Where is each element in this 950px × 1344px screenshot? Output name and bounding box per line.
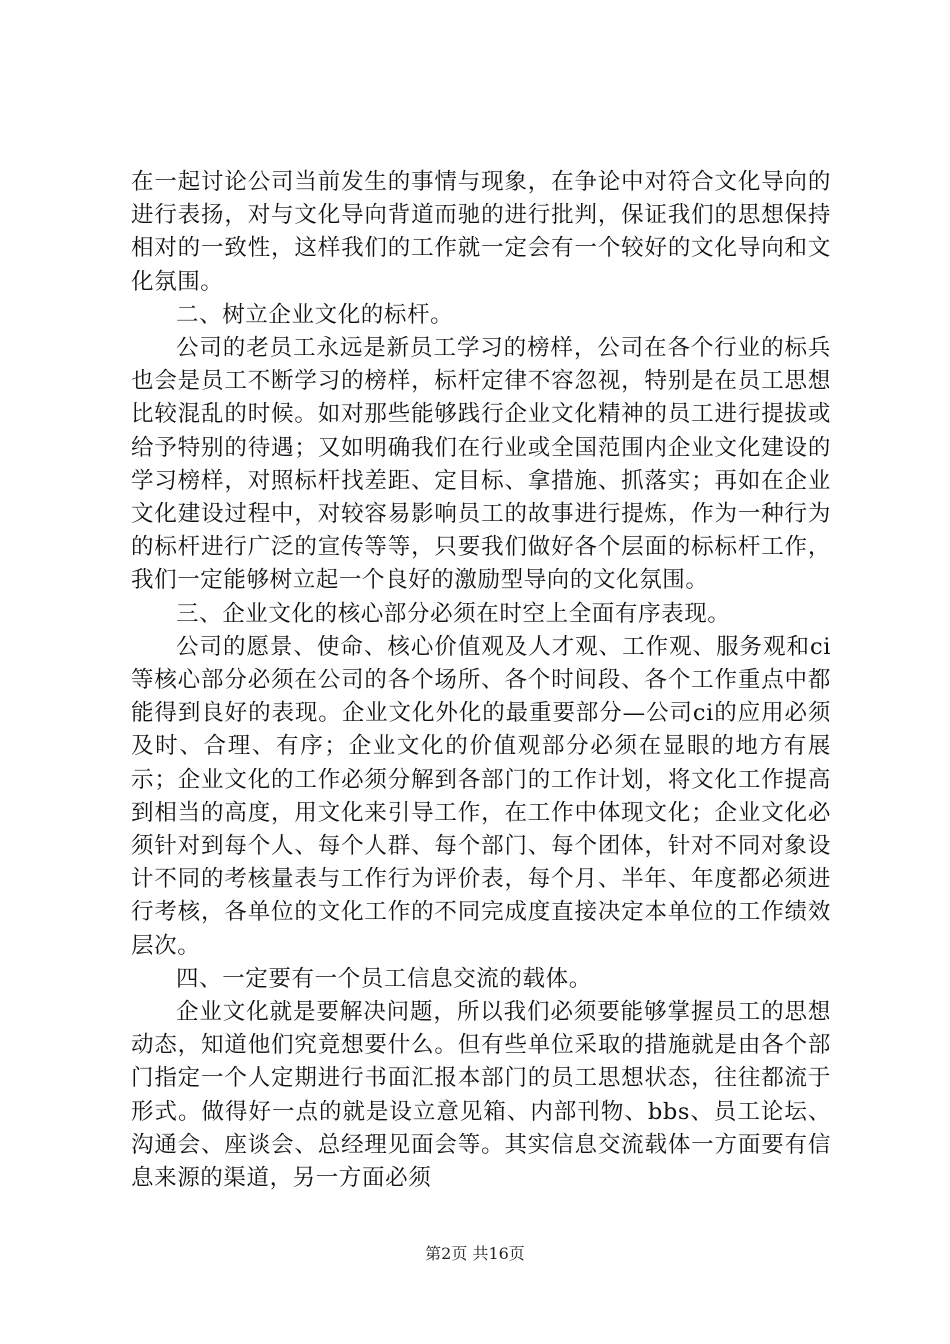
page-number-footer: 第2页 共16页 [425,1244,525,1263]
paragraph-core-expression: 公司的愿景、使命、核心价值观及人才观、工作观、服务观和ci等核心部分必须在公司的各个场所、各个时间段、各个工作重点中都能得到良好的表现。企业文化外化的最重要部分—公司ci的应用必须及时、合理、有序；企业文化的价值观部分必须在显眼的地方有展示；企业文化的工作必须分解到各部门的工作计划，将文化工作提高到相当的高度，用文化来引导工作，在工作中体现文化；企业文化必须针对到每个人、每个人群、每个部门、每个团体，针对不同对象设计不同的考核量表与工作行为评价表，每个月、半年、年度都必须进行考核，各单位的文化工作的不同完成度直接决定本单位的工作绩效层次。 [131,633,831,959]
paragraph-communication: 企业文化就是要解决问题，所以我们必须要能够掌握员工的思想动态，知道他们究竟想要什么。但有些单位采取的措施就是由各个部门指定一个人定期进行书面汇报本部门的员工思想状态，往往都流于形式。做得好一点的就是设立意见箱、内部刊物、bbs、员工论坛、沟通会、座谈会、总经理见面会等。其实信息交流载体一方面要有信息来源的渠道，另一方面必须 [131,999,831,1192]
section-heading-4: 四、一定要有一个员工信息交流的载体。 [176,965,592,992]
paragraph-continuation: 在一起讨论公司当前发生的事情与现象，在争论中对符合文化导向的进行表扬，对与文化导向背道而驰的进行批判，保证我们的思想保持相对的一致性，这样我们的工作就一定会有一个较好的文化导向和文化氛围。 [131,169,831,295]
section-heading-3: 三、企业文化的核心部分必须在时空上全面有序表现。 [176,600,731,627]
paragraph-benchmark: 公司的老员工永远是新员工学习的榜样，公司在各个行业的标兵也会是员工不断学习的榜样，标杆定律不容忽视，特别是在员工思想比较混乱的时候。如对那些能够践行企业文化精神的员工进行提拔或给予特别的待遇；又如明确我们在行业或全国范围内企业文化建设的学习榜样，对照标杆找差距、定目标、拿措施、抓落实；再如在企业文化建设过程中，对较容易影响员工的故事进行提炼，作为一种行为的标杆进行广泛的宣传等等，只要我们做好各个层面的标标杆工作，我们一定能够树立起一个良好的激励型导向的文化氛围。 [131,335,831,594]
section-heading-2: 二、树立企业文化的标杆。 [176,301,454,328]
document-body [131,166,831,1195]
